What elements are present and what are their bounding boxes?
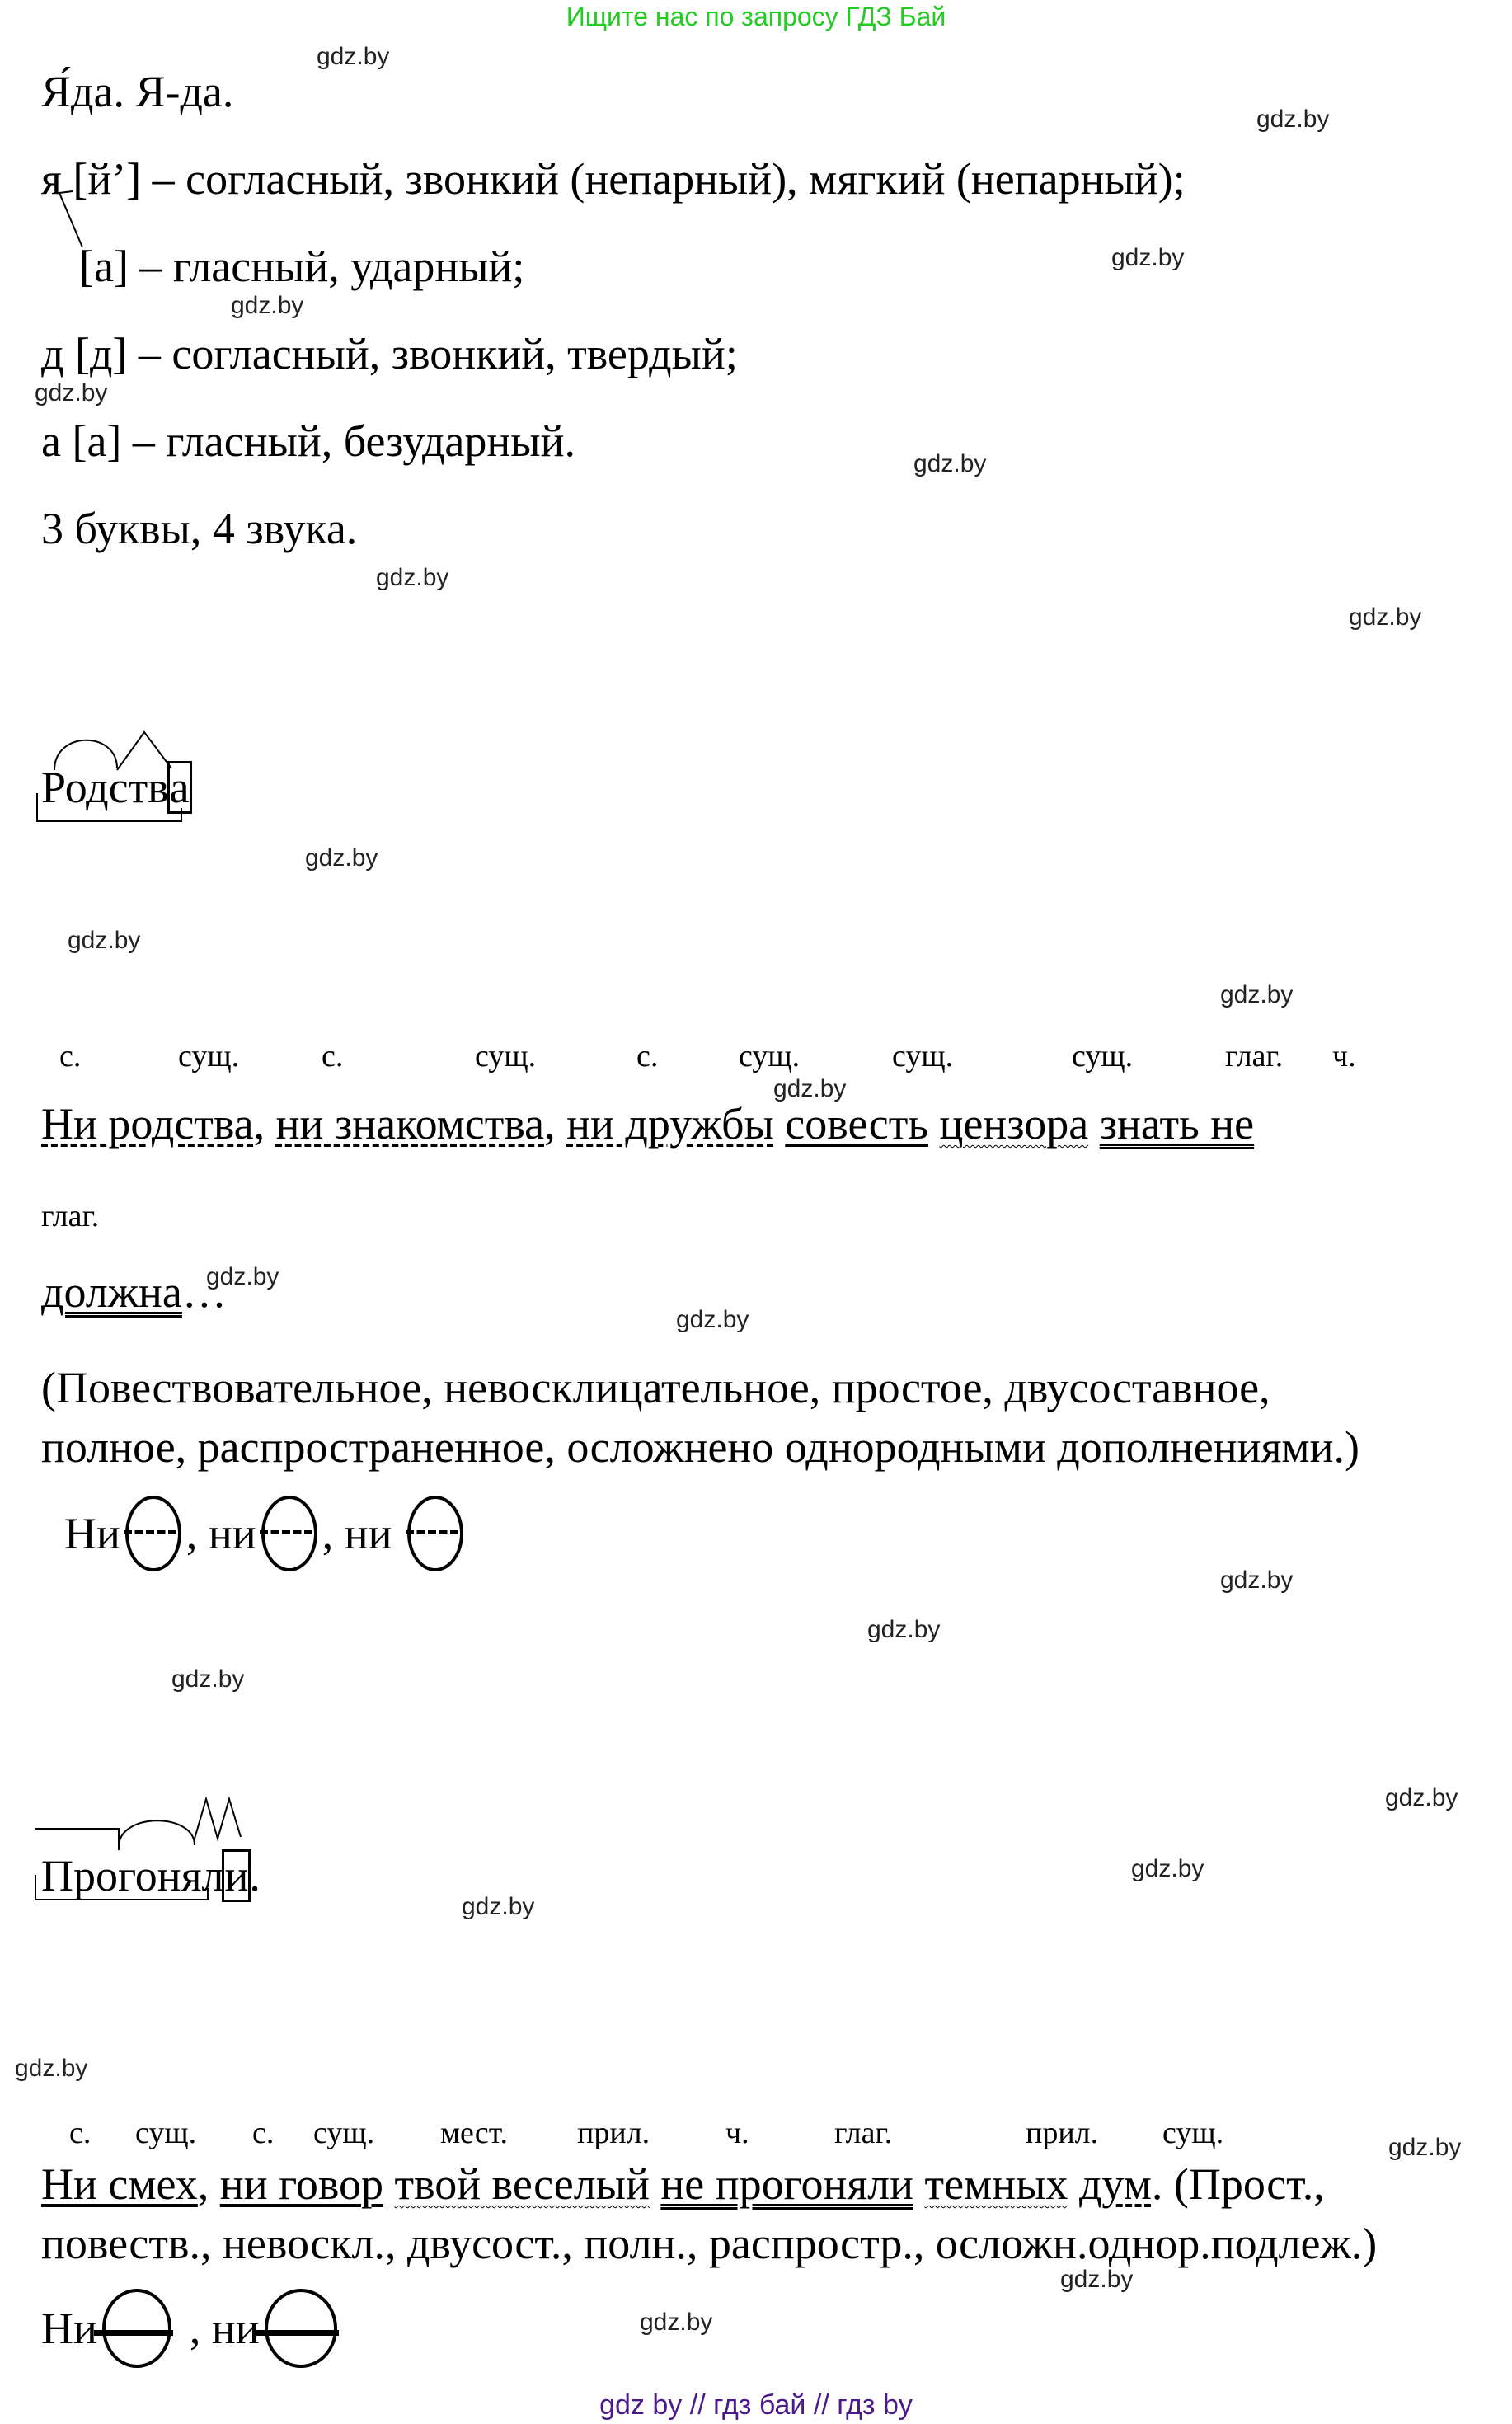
sentence-1-characteristic-2: полное, распространенное, осложнено однородными дополнениями.): [41, 1422, 1359, 1472]
oval-subject-icon: [265, 2289, 337, 2368]
schema-text: Ни: [41, 2304, 97, 2353]
comma: ,: [544, 1099, 567, 1149]
schema-text: , ни: [322, 1509, 392, 1558]
sentence-1-line-2: [41, 1267, 227, 1317]
watermark: gdz.by: [35, 379, 108, 406]
phonetic-line-3: д [д] – согласный, звонкий, твердый;: [41, 329, 738, 378]
watermark: gdz.by: [68, 927, 141, 954]
pos-label: глаг.: [834, 2116, 893, 2150]
word-stress-syllables: Я́да. Я-да.: [41, 67, 234, 116]
pos-label: глаг.: [1225, 1039, 1284, 1073]
watermark: gdz.by: [773, 1075, 847, 1102]
pos-label: ч.: [1332, 1039, 1356, 1073]
pos-label: прил.: [577, 2116, 650, 2150]
word-ending: а: [169, 763, 190, 812]
word-stem: Прогонял: [41, 1851, 224, 1900]
watermark: gdz.by: [305, 844, 378, 871]
watermark: gdz.by: [1131, 1855, 1204, 1882]
object-word: Ни родства: [41, 1099, 254, 1149]
attribute-word: темных: [924, 2159, 1068, 2209]
pos-label: с.: [636, 1039, 659, 1073]
sentence-2-line-1: [41, 2159, 1325, 2209]
oval-subject-icon: [102, 2289, 171, 2368]
watermark: gdz.by: [1220, 981, 1294, 1008]
object-word: ни знакомства: [275, 1099, 545, 1149]
pos-label: сущ.: [178, 1039, 240, 1073]
search-banner: Ищите нас по запросу ГДЗ Бай: [566, 2, 946, 31]
pos-label: глаг.: [41, 1199, 100, 1233]
oval-object-icon: [125, 1496, 181, 1571]
watermark: gdz.by: [676, 1306, 749, 1333]
schema-text: , ни: [189, 2304, 260, 2353]
pos-label: сущ.: [739, 1039, 801, 1073]
subject-word: совесть: [785, 1099, 928, 1149]
watermark: gdz.by: [317, 43, 390, 70]
schema-text: , ни: [185, 1509, 256, 1558]
watermark: gdz.by: [1060, 2266, 1134, 2293]
pos-label: сущ.: [313, 2116, 375, 2150]
attribute-word: твой веселый: [394, 2159, 650, 2209]
characteristic-start: . (Прост.,: [1151, 2159, 1325, 2209]
sentence-2-characteristic: повеств., невоскл., двусост., полн., распростр., осложн.однор.подлеж.): [41, 2219, 1378, 2268]
pos-label: с.: [69, 2116, 92, 2150]
pos-label: ч.: [725, 2116, 749, 2150]
sentence-1-characteristic-1: (Повествовательное, невосклицательное, простое, двусоставное,: [41, 1363, 1270, 1412]
phonetic-line-1: я [й’] – согласный, звонкий (непарный), мягкий (непарный);: [41, 154, 1186, 204]
attribute-word: цензора: [939, 1099, 1089, 1149]
watermark: gdz.by: [1220, 1567, 1294, 1594]
footer-links: gdz by // гдз бай // гдз by: [599, 2389, 913, 2421]
morpheme-marks-icon: [33, 734, 214, 833]
pos-label: сущ.: [1162, 2116, 1224, 2150]
watermark: gdz.by: [913, 450, 987, 477]
watermark: gdz.by: [1388, 2134, 1462, 2161]
letters-sounds-summary: 3 буквы, 4 звука.: [41, 504, 358, 553]
ellipsis: …: [181, 1267, 227, 1317]
comma: ,: [197, 2159, 220, 2209]
watermark: gdz.by: [15, 2055, 88, 2082]
phonetic-line-2: [а] – гласный, ударный;: [79, 242, 525, 291]
homogeneous-subjects-schema: [41, 2289, 342, 2368]
watermark: gdz.by: [231, 292, 304, 319]
schema-text: Ни: [64, 1509, 120, 1558]
pos-label: мест.: [440, 2116, 508, 2150]
pos-label: с.: [252, 2116, 275, 2150]
pos-label: прил.: [1026, 2116, 1099, 2150]
subject-word: ни говор: [219, 2159, 384, 2209]
pos-label: сущ.: [475, 1039, 537, 1073]
phonetic-line-4: а [а] – гласный, безударный.: [41, 416, 575, 466]
watermark: gdz.by: [171, 1665, 245, 1693]
subject-word: Ни смех: [41, 2159, 198, 2209]
word-ending: и: [224, 1851, 249, 1900]
word-stem: Родств: [41, 763, 169, 812]
morpheme-marks-icon: [33, 1797, 280, 1913]
predicate-word: должна: [41, 1267, 182, 1317]
object-word: дум: [1078, 2159, 1152, 2209]
pos-label: сущ.: [135, 2116, 197, 2150]
predicate-word: знать не: [1099, 1099, 1255, 1149]
watermark: gdz.by: [1349, 604, 1422, 631]
watermark: gdz.by: [640, 2309, 713, 2336]
sentence-1-line-1: [41, 1099, 1255, 1149]
pos-label: сущ.: [892, 1039, 954, 1073]
pos-label: с.: [59, 1039, 82, 1073]
oval-object-icon: [261, 1496, 317, 1571]
watermark: gdz.by: [1256, 106, 1330, 133]
object-word: ни дружбы: [566, 1099, 774, 1149]
predicate-word: не прогоняли: [660, 2159, 914, 2209]
watermark: gdz.by: [1385, 1784, 1458, 1811]
bracket-connector-icon: [58, 191, 91, 249]
watermark: gdz.by: [462, 1893, 535, 1920]
watermark: gdz.by: [1111, 244, 1185, 271]
period: .: [249, 1851, 261, 1900]
watermark: gdz.by: [376, 564, 449, 591]
comma: ,: [253, 1099, 276, 1149]
watermark: gdz.by: [867, 1616, 941, 1643]
homogeneous-objects-schema: [64, 1496, 468, 1571]
oval-object-icon: [407, 1496, 463, 1571]
pos-label: с.: [322, 1039, 344, 1073]
pos-label: сущ.: [1072, 1039, 1134, 1073]
watermark: gdz.by: [206, 1263, 279, 1290]
